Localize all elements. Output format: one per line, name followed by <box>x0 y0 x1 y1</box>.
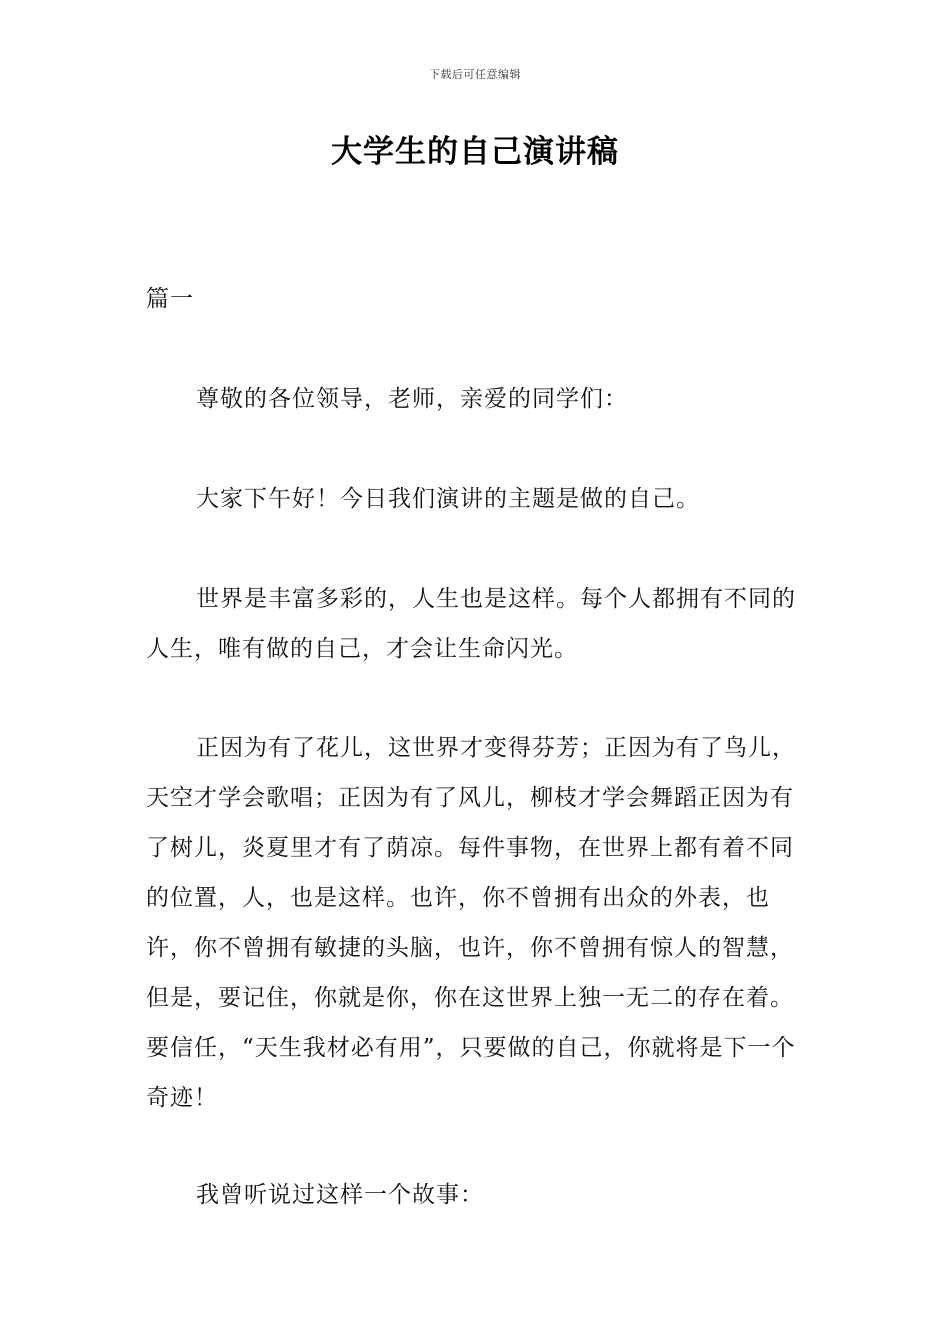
paragraph-greeting: 尊敬的各位领导，老师，亲爱的同学们： <box>196 386 628 412</box>
paragraph-main: 正因为有了花儿，这世界才变得芬芳；正因为有了鸟儿，天空才学会歌唱；正因为有了风儿，柳枝才学会舞蹈正因为有了树儿，炎夏里才有了荫凉。每件事物，在世界上都有着不同的位置，人，也是这样。也许，你不曾拥有出众的外表，也许，你不曾拥有敏捷的头脑，也许，你不曾拥有惊人的智慧，但是，要记住，你就是你，你在这世界上独一无二的存在着。要信任，“天生我材必有用”，只要做的自己，你就将是下一个奇迹！ <box>146 735 796 1111</box>
document-title: 大学生的自己演讲稿 <box>331 134 619 170</box>
download-note: 下载后可任意编辑 <box>429 68 521 81</box>
section-label: 篇一 <box>146 286 194 312</box>
paragraph-world: 世界是丰富多彩的，人生也是这样。每个人都拥有不同的人生，唯有做的自己，才会让生命闪光。 <box>146 586 796 662</box>
paragraph-story-intro: 我曾听说过这样一个故事： <box>196 1182 484 1208</box>
paragraph-opening: 大家下午好！今日我们演讲的主题是做的自己。 <box>196 486 700 512</box>
